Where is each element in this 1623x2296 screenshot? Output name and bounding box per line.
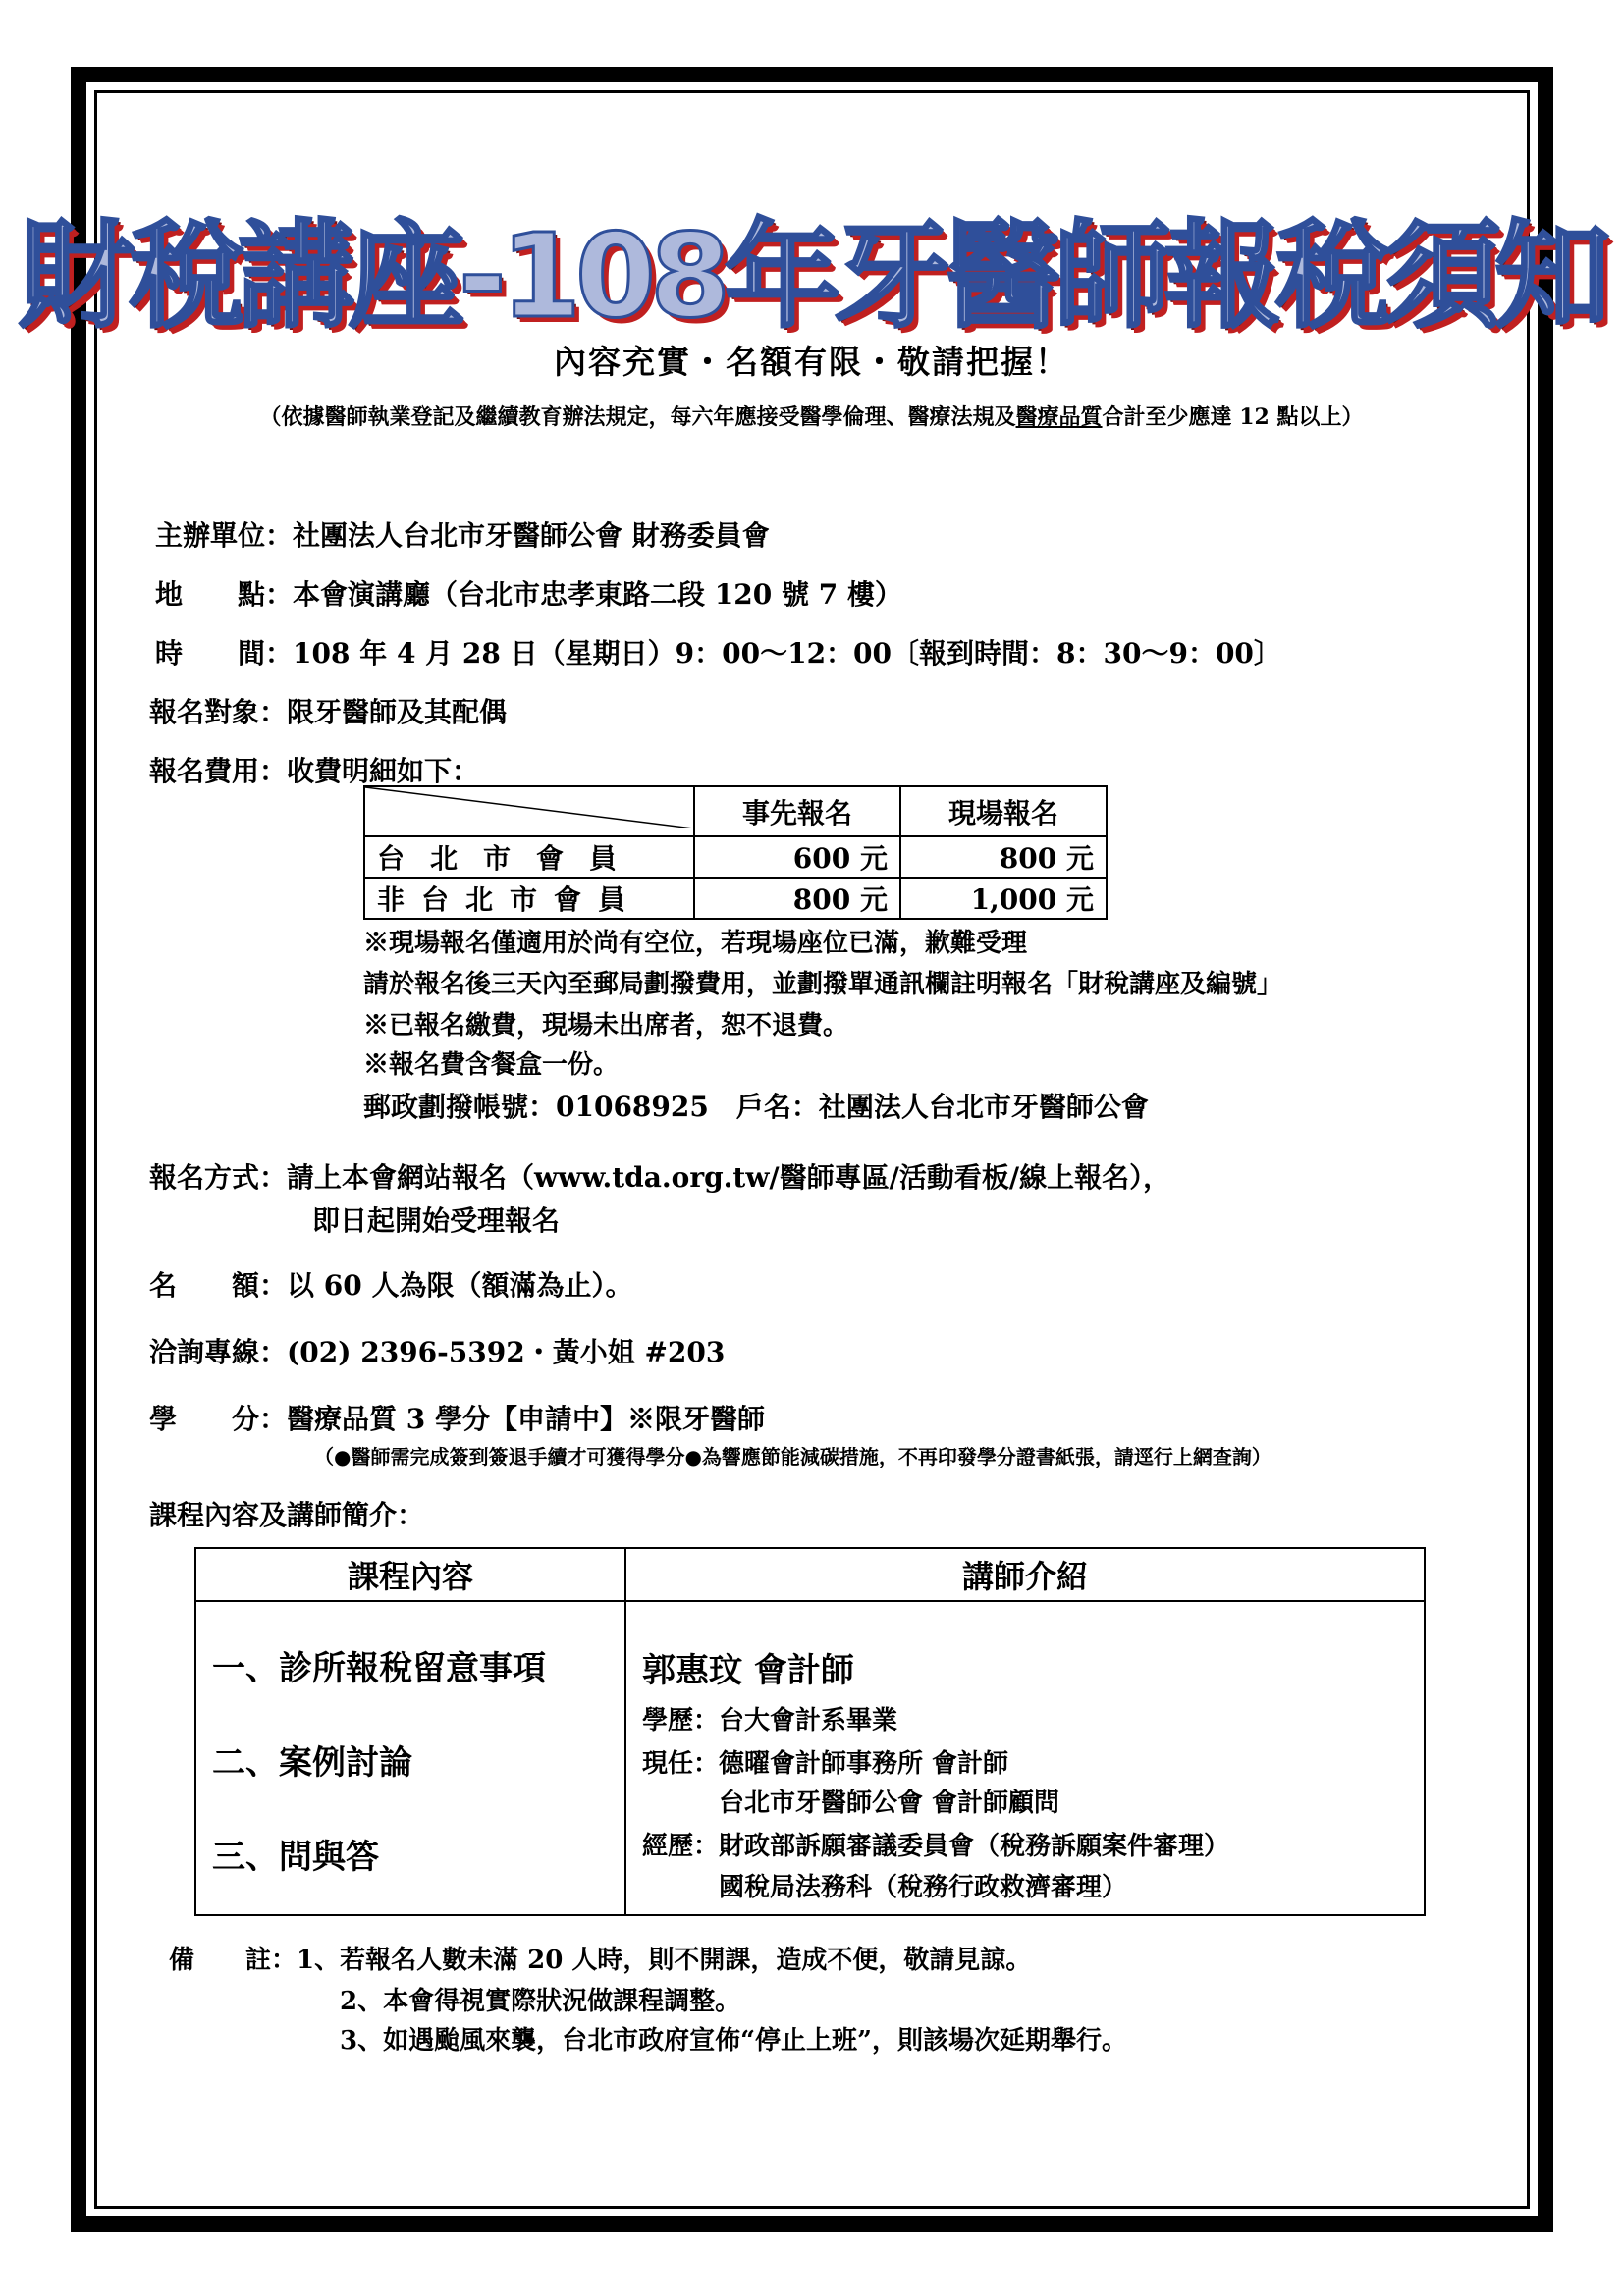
fee-header-pre: 事先報名 bbox=[694, 786, 900, 836]
course-header-lecturer: 講師介紹 bbox=[625, 1548, 1425, 1601]
fee-note: ※現場報名僅適用於尚有空位，若現場座位已滿，歉難受理 bbox=[363, 929, 1028, 958]
organizer: 主辦單位：社團法人台北市牙醫師公會 財務委員會 bbox=[155, 519, 770, 552]
note-underlined: 醫療品質 bbox=[1015, 404, 1103, 430]
fee-row-label: 非台北市會員 bbox=[364, 878, 694, 919]
audience: 報名對象：限牙醫師及其配偶 bbox=[149, 696, 508, 728]
credit: 學 分：醫療品質 3 學分【申請中】※限牙醫師 bbox=[149, 1403, 765, 1435]
credit-note: （●醫師需完成簽到簽退手續才可獲得學分●為響應節能減碳措施，不再印發學分證書紙張，請逕行上網查詢） bbox=[314, 1445, 1271, 1468]
note-pre: （依據醫師執業登記及繼續教育辦法規定，每六年應接受醫學倫理、醫療法規及 bbox=[259, 404, 1016, 430]
time: 時 間：108 年 4 月 28 日（星期日）9：00～12：00〔報到時間：8：30～9：00〕 bbox=[155, 637, 1281, 669]
subtitle: 內容充實・名額有限・敬請把握！ bbox=[554, 343, 1069, 381]
fee-onsite: 1,000 元 bbox=[900, 878, 1107, 919]
course-header-row bbox=[195, 1548, 1425, 1601]
diagonal-line bbox=[365, 787, 693, 828]
lecturer-current: 現任：德曜會計師事務所 會計師 bbox=[642, 1749, 1009, 1779]
quota: 名 額：以 60 人為限（額滿為止）。 bbox=[149, 1269, 633, 1302]
fee-label: 報名費用：收費明細如下： bbox=[149, 755, 480, 787]
contact: 洽詢專線：(02) 2396-5392・黃小姐 #203 bbox=[149, 1336, 726, 1368]
lecturer-experience: 國稅局法務科（稅務行政救濟審理） bbox=[642, 1873, 1128, 1902]
course-header-content: 課程內容 bbox=[195, 1548, 625, 1601]
remark: 備 註：1、若報名人數未滿 20 人時，則不開課，造成不便，敬請見諒。 bbox=[169, 1946, 1032, 1975]
course-table bbox=[194, 1547, 1426, 1916]
lecturer-experience: 經歷：財政部訴願審議委員會（稅務訴願案件審理） bbox=[642, 1832, 1230, 1861]
fee-pre: 800 元 bbox=[694, 878, 900, 919]
postal-account: 郵政劃撥帳號：01068925 戶名：社團法人台北市牙醫師公會 bbox=[363, 1091, 1149, 1123]
fee-row bbox=[364, 836, 1107, 878]
fee-row bbox=[364, 878, 1107, 919]
lecturer-education: 學歷：台大會計系畢業 bbox=[642, 1706, 898, 1735]
course-item: 三、問與答 bbox=[212, 1838, 379, 1877]
course-body-row bbox=[195, 1601, 1425, 1915]
fee-pre: 600 元 bbox=[694, 836, 900, 878]
fee-note: 請於報名後三天內至郵局劃撥費用，並劃撥單通訊欄註明報名「財稅講座及編號」 bbox=[363, 970, 1283, 999]
location: 地 點：本會演講廳（台北市忠孝東路二段 120 號 7 樓） bbox=[155, 578, 902, 611]
remark: 2、本會得視實際狀況做課程調整。 bbox=[340, 1987, 741, 2016]
fee-table bbox=[363, 785, 1108, 920]
fee-row-label: 台北市會員 bbox=[364, 836, 694, 878]
page-title: 財稅講座-108年牙醫師報稅須知 bbox=[18, 208, 1605, 344]
course-content-cell bbox=[195, 1601, 625, 1915]
note-post: 合計至少應達 12 點以上） bbox=[1102, 404, 1364, 430]
fee-diagonal-cell bbox=[364, 786, 694, 836]
course-title: 課程內容及講師簡介： bbox=[149, 1499, 425, 1531]
course-item: 二、案例討論 bbox=[212, 1743, 412, 1783]
fee-note: ※報名費含餐盒一份。 bbox=[363, 1050, 620, 1080]
fee-header-row bbox=[364, 786, 1107, 836]
course-item: 一、診所報稅留意事項 bbox=[212, 1649, 546, 1688]
register-start: 即日起開始受理報名 bbox=[312, 1204, 561, 1237]
remark: 3、如遇颱風來襲，台北市政府宣佈“停止上班”，則該場次延期舉行。 bbox=[340, 2026, 1128, 2056]
fee-note: ※已報名繳費，現場未出席者，恕不退費。 bbox=[363, 1011, 849, 1041]
lecturer-cell bbox=[625, 1601, 1425, 1915]
register-method: 報名方式：請上本會網站報名（www.tda.org.tw/醫師專區/活動看板/線上報名）， bbox=[149, 1161, 1171, 1194]
fee-header-onsite: 現場報名 bbox=[900, 786, 1107, 836]
lecturer-current: 台北市牙醫師公會 會計師顧問 bbox=[642, 1789, 1060, 1818]
credit-regulation-note bbox=[0, 400, 1623, 431]
lecturer-name: 郭惠玟 會計師 bbox=[642, 1651, 854, 1690]
fee-onsite: 800 元 bbox=[900, 836, 1107, 878]
